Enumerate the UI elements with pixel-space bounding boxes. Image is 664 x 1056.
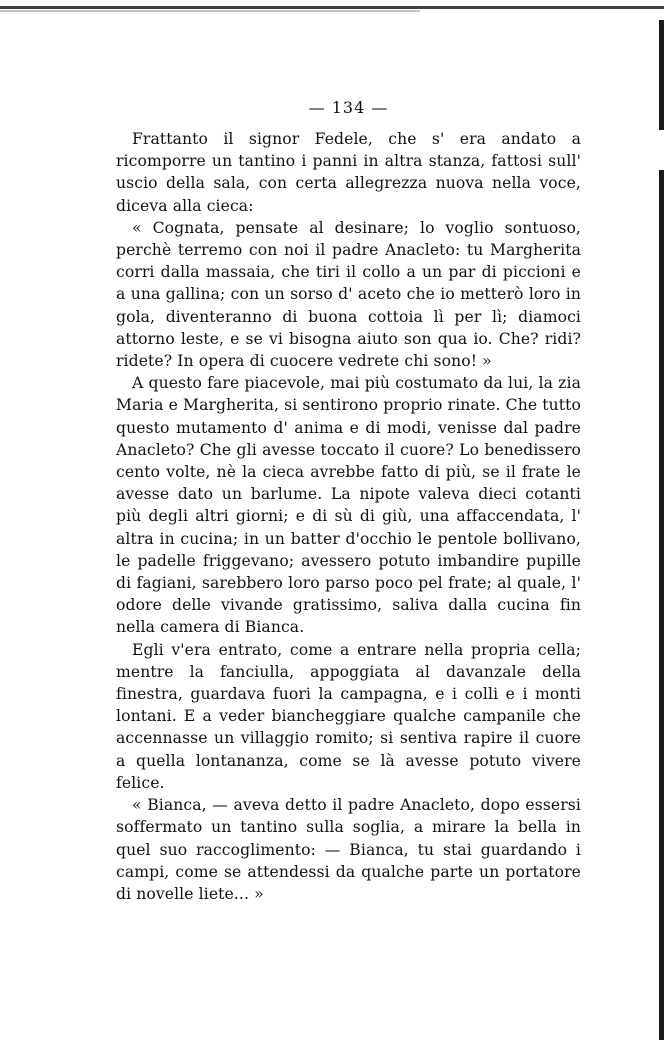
paragraph-4: Egli v'era entrato, come a entrare nella propria cella; mentre la fanciulla, appoggiata al davanzale della finestra, guardava fuori la campagna, e i colli e i monti lontani. E a veder biancheggiare qualche campanile che accennasse un villaggio romito; si sentiva rapire il cuore a quella lontananza, come se là avesse potuto vivere felice. (116, 640, 581, 792)
page-number: — 134 — (308, 98, 389, 117)
scan-top-edge (0, 6, 664, 9)
scan-top-shadow (0, 10, 420, 12)
paragraph-1: Frattanto il signor Fedele, che s' era andato a ricomporre un tantino i panni in altra stanza, fattosi sull' uscio della sala, con certa allegrezza nuova nella voce, diceva alla cieca: (116, 130, 581, 215)
paragraph-2: « Cognata, pensate al desinare; lo voglio sontuoso, perchè terremo con noi il padre Anacleto: tu Margheritа corri dalla massaia, che tiri il collo a un par di piccioni e a una gallina; con un sorso d' aceto che io metterò loro in gola, diventeranno di buona cottoia lì per lì; diamoci attorno leste, e se vi bisogna aiuto son qua io. Che? ridi? ridete? In opera di cuocere vedrete chi sono! » (116, 218, 581, 371)
scan-right-edge-gap (659, 130, 664, 170)
book-page (116, 98, 581, 905)
scan-right-edge (659, 20, 664, 1040)
paragraph-3: A questo fare piacevole, mai più costumato da lui, la zia Maria e Margherita, si sentirono proprio rinate. Che tutto questo mutamento d' anima e di modi, venisse dal padre Anacleto? Che gli avesse toccato il cuore? Lo benedissero cento volte, nè la cieca avrebbe fatto di più, se il frate le avesse dato un barlume. La nipote valeva dieci cotanti più degli altri giorni; e di sù di giù, una affaccendata, l' altra in cucina; in un batter d'occhio le pentole bollivano, le padelle friggevano; avessero potuto imbandire pupille di fagiani, sarebbero loro parso poco pel frate; al quale, l' odore delle vivande gratissimo, saliva dalla cucina fin nella camera di Bianca. (116, 374, 581, 637)
paragraph-5: « Bianca, — aveva detto il padre Anacleto, dopo essersi soffermato un tantino sulla soglia, a mirare la bella in quel suo raccoglimento: — Bianca, tu stai guardando i campi, come se attendessi da qualche parte un portatore di novelle liete... » (116, 796, 581, 903)
